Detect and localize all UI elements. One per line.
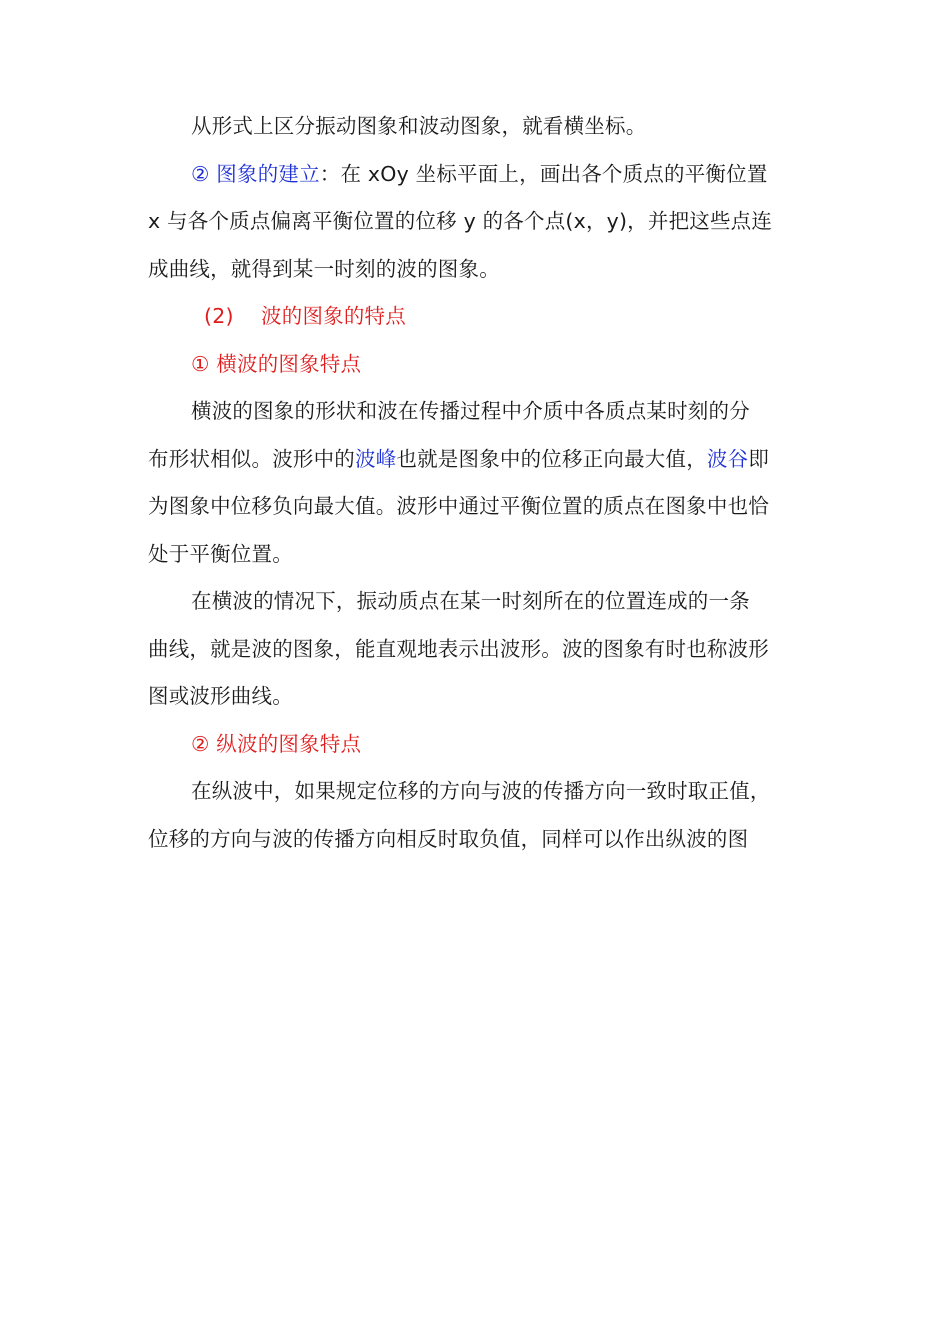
text-run: 即 (748, 446, 770, 471)
subheading-longitudinal-wave (148, 721, 808, 769)
text-run: 横波的图象的形状和波在传播过程中介质中各质点某时刻的分 (191, 399, 750, 423)
text-run: x 与各个质点偏离平衡位置的位移 y 的各个点(x，y)，并把这些点连 (148, 209, 773, 233)
paragraph-transverse-line-1 (148, 388, 808, 436)
text-run: ：在 xOy 坐标平面上，画出各个质点的平衡位置 (319, 161, 768, 186)
paragraph-establish-line-2 (148, 198, 808, 246)
paragraph-distinguish-line-1 (148, 103, 808, 151)
paragraph-waveform-line-2 (148, 626, 808, 674)
paragraph-waveform-line-1 (148, 578, 808, 626)
document-page (148, 103, 808, 863)
paragraph-transverse-line-4 (148, 531, 808, 579)
term-wave-trough: 波谷 (706, 446, 749, 471)
paragraph-waveform-line-3 (148, 673, 808, 721)
paragraph-establish-line-1 (148, 151, 808, 199)
subheading-establish-label: ② 图象的建立 (191, 161, 320, 186)
heading-text: ① 横波的图象特点 (191, 351, 362, 376)
paragraph-transverse-line-3 (148, 483, 808, 531)
paragraph-transverse-line-2 (148, 436, 808, 484)
section-heading-wave-image-features (148, 293, 808, 341)
text-run: 也就是图象中的位移正向最大值， (396, 446, 707, 471)
text-run: 从形式上区分振动图象和波动图象，就看横坐标。 (191, 114, 647, 138)
paragraph-establish-line-3 (148, 246, 808, 294)
text-run: 处于平衡位置。 (148, 541, 293, 566)
heading-text: ② 纵波的图象特点 (191, 731, 362, 756)
heading-text: (2) 波的图象的特点 (204, 304, 406, 328)
term-wave-crest: 波峰 (355, 446, 397, 471)
text-run: 成曲线，就得到某一时刻的波的图象。 (148, 256, 500, 281)
text-run: 曲线，就是波的图象，能直观地表示出波形。波的图象有时也称波形 (148, 636, 769, 661)
text-run: 为图象中位移负向最大值。波形中通过平衡位置的质点在图象中也恰 (148, 494, 769, 518)
text-run: 布形状相似。波形中的 (148, 446, 355, 471)
paragraph-longitudinal-line-2 (148, 816, 808, 864)
text-run: 图或波形曲线。 (148, 684, 293, 708)
text-run: 位移的方向与波的传播方向相反时取负值，同样可以作出纵波的图 (148, 826, 749, 851)
paragraph-longitudinal-line-1 (148, 768, 808, 816)
subheading-transverse-wave (148, 341, 808, 389)
text-run: 在纵波中，如果规定位移的方向与波的传播方向一致时取正值， (191, 779, 771, 803)
text-run: 在横波的情况下，振动质点在某一时刻所在的位置连成的一条 (191, 589, 750, 613)
